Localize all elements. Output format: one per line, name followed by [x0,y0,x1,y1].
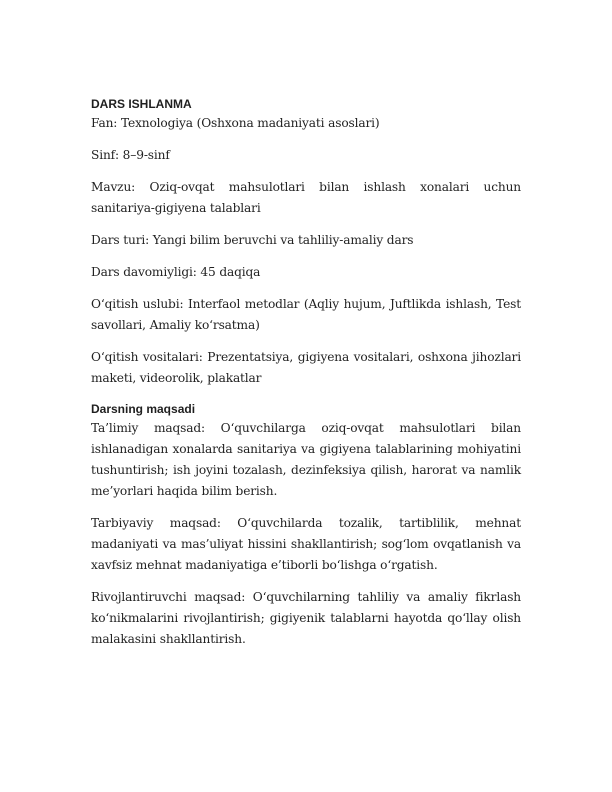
document-title: DARS ISHLANMA [91,97,192,111]
duration-line: Dars davomiyligi: 45 daqiqa [91,265,261,279]
method-line: O‘qitish uslubi: Interfaol metodlar (Aqliy hujum, Juftlikda ishlash, Test savollari, Amaliy ko‘rsatma) [91,297,521,332]
document-body [91,95,521,650]
tools-line: O‘qitish vositalari: Prezentatsiya, gigiyena vositalari, oshxona jihozlari maketi, videorolik, plakatlar [91,350,521,385]
topic-line: Mavzu: Oziq-ovqat mahsulotlari bilan ishlash xonalari uchun sanitariya-gigiyena talablari [91,180,521,215]
goal-upbringing: Tarbiyaviy maqsad: O‘quvchilarda tozalik, tartiblilik, mehnat madaniyati va mas’uliyat hissini shakllantirish; sog‘lom ovqatlanish va xavfsiz mehnat madaniyatiga e’tiborli bo‘lishga o‘rgatish. [91,516,521,572]
lesson-type-line: Dars turi: Yangi bilim beruvchi va tahliliy-amaliy dars [91,233,414,247]
goals-heading: Darsning maqsadi [91,402,196,416]
goal-developmental: Rivojlantiruvchi maqsad: O‘quvchilarning tahliliy va amaliy fikrlash ko‘nikmalarini rivojlantirish; gigiyenik talablarni hayotda qo‘llay olish malakasini shakllantirish. [91,590,521,646]
grade-line: Sinf: 8–9-sinf [91,148,170,162]
goal-educational: Ta’limiy maqsad: O‘quvchilarga oziq-ovqat mahsulotlari bilan ishlanadigan xonalarda sanitariya va gigiyena talablarining mohiyatini tushuntirish; ish joyini tozalash, dezinfeksiya qilish, harorat va namlik me’yorlari haqida bilim berish. [91,421,521,498]
subject-line: Fan: Texnologiya (Oshxona madaniyati asoslari) [91,116,380,130]
